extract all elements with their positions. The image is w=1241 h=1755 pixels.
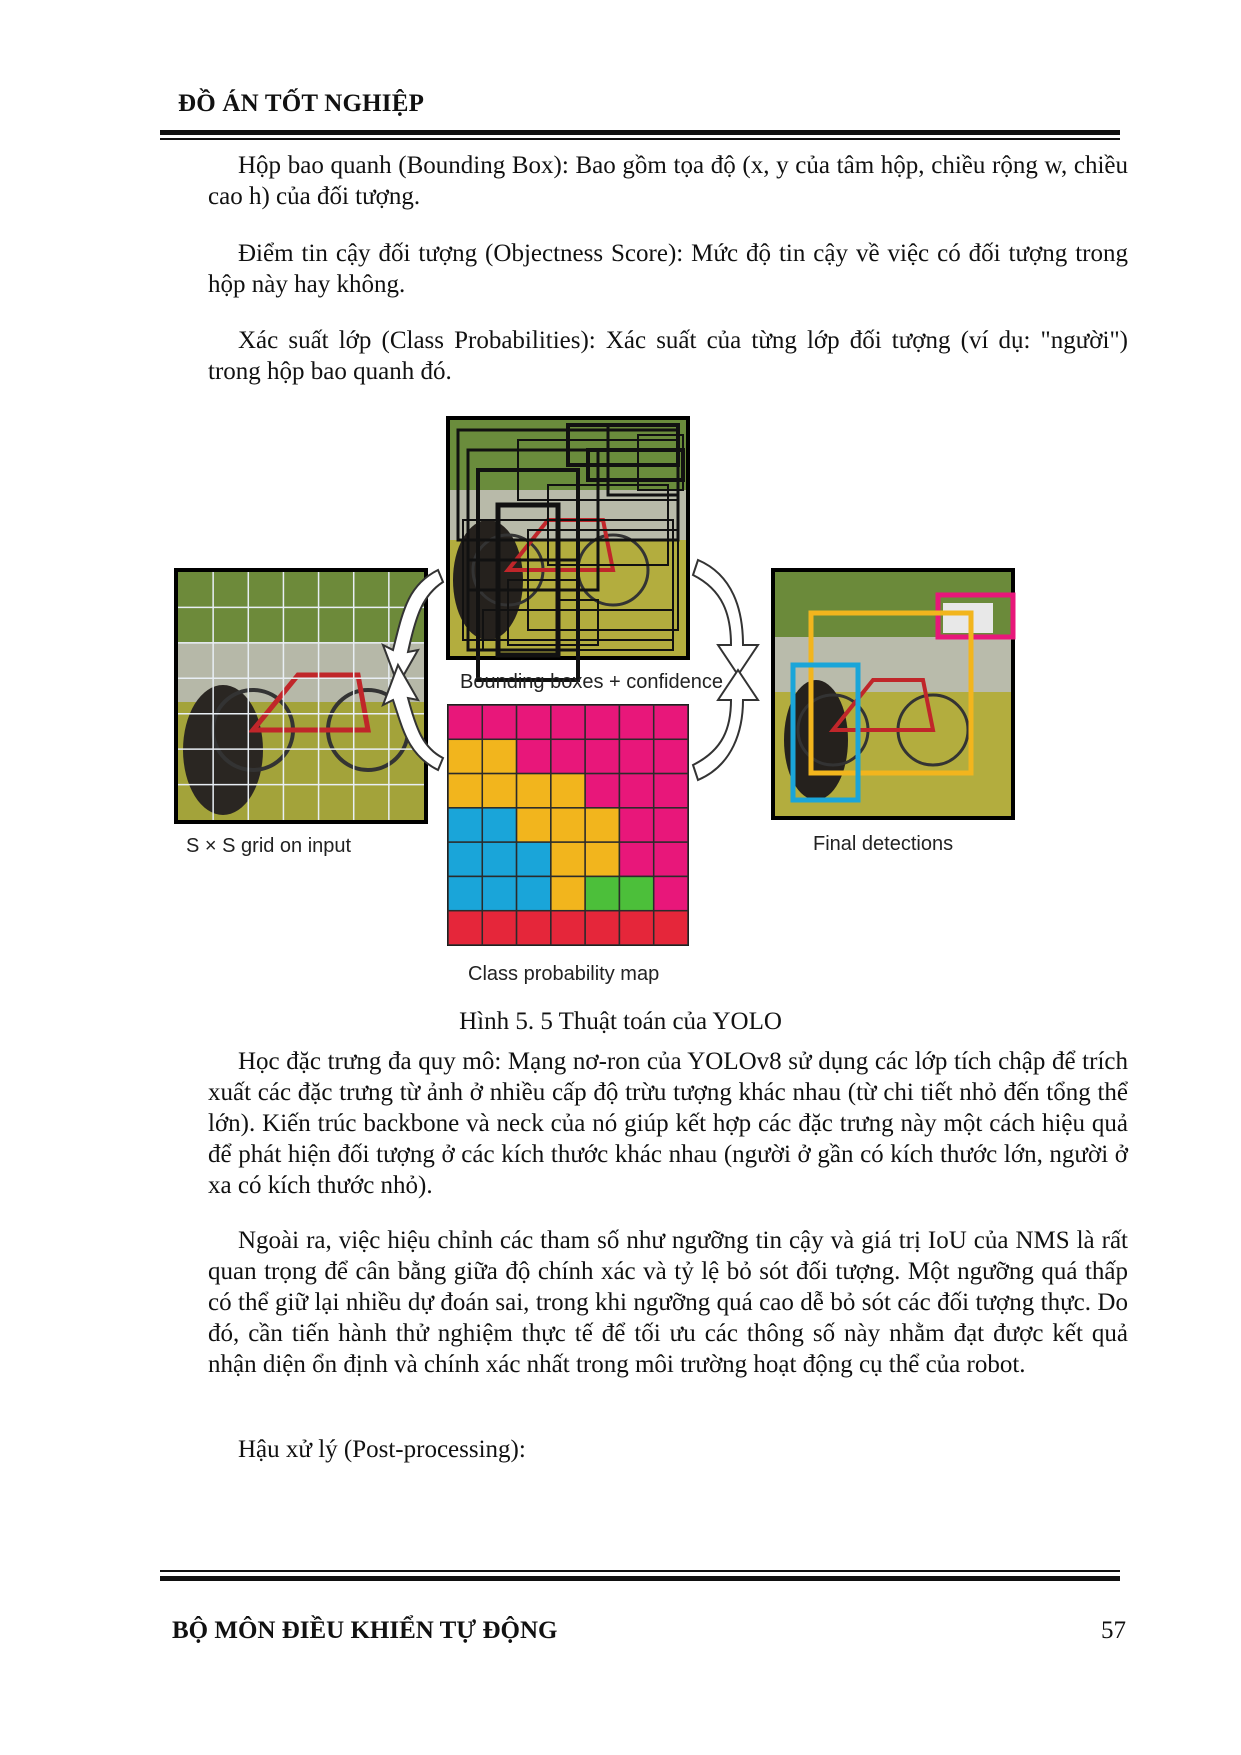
paragraph-class-prob: Xác suất lớp (Class Probabilities): Xác suất của từng lớp đối tượng (ví dụ: "người") trong hộp bao quanh đó. xyxy=(208,327,1128,385)
arrow-right-merge xyxy=(693,560,758,780)
paragraph-multiscale: Học đặc trưng đa quy mô: Mạng nơ-ron của YOLOv8 sử dụng các lớp tích chập để trích xuất các đặc trưng từ ảnh ở nhiều cấp độ trừu tượng khác nhau (từ chi tiết nhỏ đến tổng thể lớn). Kiến trúc backbone và neck của nó giúp kết hợp các đặc trưng này một cách hiệu quả để phát hiện đối tượng ở các kích thước khác nhau (người ở gần có kích thước lớn, người ở xa có kích thước nhỏ). xyxy=(208,1048,1128,1199)
class-cell-cyan xyxy=(482,876,516,910)
final-detections-image xyxy=(773,570,1013,855)
class-cell-yellow xyxy=(551,876,585,910)
footer-department: BỘ MÔN ĐIỀU KHIỂN TỰ ĐỘNG xyxy=(172,1617,558,1644)
class-cell-magenta xyxy=(517,739,551,773)
label-grid-input: S × S grid on input xyxy=(186,835,352,857)
class-cell-yellow xyxy=(448,774,482,808)
header-title: ĐỒ ÁN TỐT NGHIỆP xyxy=(178,90,425,117)
class-cell-yellow xyxy=(585,842,619,876)
class-cell-yellow xyxy=(517,774,551,808)
class-cell-magenta xyxy=(517,705,551,739)
class-cell-green xyxy=(585,876,619,910)
class-cell-magenta xyxy=(585,705,619,739)
label-class-map: Class probability map xyxy=(468,963,660,985)
paragraph-bounding-box: Hộp bao quanh (Bounding Box): Bao gồm tọa độ (x, y của tâm hộp, chiều rộng w, chiều cao h) của đối tượng. xyxy=(208,152,1128,210)
class-cell-cyan xyxy=(482,842,516,876)
class-cell-yellow xyxy=(585,808,619,842)
label-bounding-boxes: Bounding boxes + confidence xyxy=(460,671,723,693)
class-cell-magenta xyxy=(448,705,482,739)
footer-rule-thick xyxy=(160,1576,1120,1581)
class-cell-yellow xyxy=(482,739,516,773)
class-cell-red xyxy=(448,911,482,945)
class-cell-magenta xyxy=(654,705,688,739)
class-cell-red xyxy=(482,911,516,945)
class-cell-red xyxy=(517,911,551,945)
class-cell-yellow xyxy=(551,774,585,808)
label-final-detections: Final detections xyxy=(813,833,954,855)
class-cell-cyan xyxy=(517,876,551,910)
class-cell-yellow xyxy=(551,808,585,842)
class-cell-magenta xyxy=(619,808,653,842)
header-rule-thin xyxy=(160,138,1120,140)
class-cell-cyan xyxy=(448,842,482,876)
class-cell-cyan xyxy=(448,808,482,842)
class-cell-cyan xyxy=(482,808,516,842)
grid-input-image xyxy=(176,570,426,857)
class-cell-cyan xyxy=(517,842,551,876)
bounding-boxes-image xyxy=(448,418,723,693)
class-cell-magenta xyxy=(619,774,653,808)
class-cell-magenta xyxy=(482,705,516,739)
class-cell-magenta xyxy=(585,774,619,808)
class-cell-yellow xyxy=(517,808,551,842)
class-cell-magenta xyxy=(551,739,585,773)
class-cell-cyan xyxy=(448,876,482,910)
class-probability-cells xyxy=(448,705,688,945)
class-cell-yellow xyxy=(482,774,516,808)
class-cell-magenta xyxy=(585,739,619,773)
paragraph-post-processing: Hậu xử lý (Post-processing): xyxy=(238,1436,526,1463)
class-cell-magenta xyxy=(619,842,653,876)
footer-rule-thin xyxy=(160,1570,1120,1572)
class-cell-red xyxy=(654,911,688,945)
class-cell-magenta xyxy=(654,739,688,773)
paragraph-tuning: Ngoài ra, việc hiệu chỉnh các tham số như ngưỡng tin cậy và giá trị IoU của NMS là rất quan trọng để cân bằng giữa độ chính xác và tỷ lệ bỏ sót đối tượng. Một ngưỡng quá thấp có thể giữ lại nhiều dự đoán sai, trong khi ngưỡng quá cao dễ bỏ sót các đối tượng thực. Do đó, cần tiến hành thử nghiệm thực tế để tối ưu các thông số này nhằm đạt được kết quả nhận diện ổn định và chính xác nhất trong môi trường hoạt động cụ thể của robot. xyxy=(208,1227,1128,1378)
class-cell-green xyxy=(619,876,653,910)
class-cell-magenta xyxy=(551,705,585,739)
class-cell-magenta xyxy=(654,808,688,842)
figure-caption: Hình 5. 5 Thuật toán của YOLO xyxy=(459,1008,782,1035)
class-cell-yellow xyxy=(551,842,585,876)
class-cell-magenta xyxy=(654,876,688,910)
header-rule-thick xyxy=(160,130,1120,135)
class-cell-magenta xyxy=(619,739,653,773)
class-cell-red xyxy=(619,911,653,945)
class-cell-red xyxy=(551,911,585,945)
page-number: 57 xyxy=(1101,1617,1126,1644)
class-cell-magenta xyxy=(654,774,688,808)
class-cell-magenta xyxy=(654,842,688,876)
class-probability-map xyxy=(448,705,688,985)
class-cell-yellow xyxy=(448,739,482,773)
class-cell-magenta xyxy=(619,705,653,739)
paragraph-objectness: Điểm tin cậy đối tượng (Objectness Score): Mức độ tin cậy về việc có đối tượng trong hộp này hay không. xyxy=(208,240,1128,298)
class-cell-red xyxy=(585,911,619,945)
yolo-figure xyxy=(168,410,1108,995)
